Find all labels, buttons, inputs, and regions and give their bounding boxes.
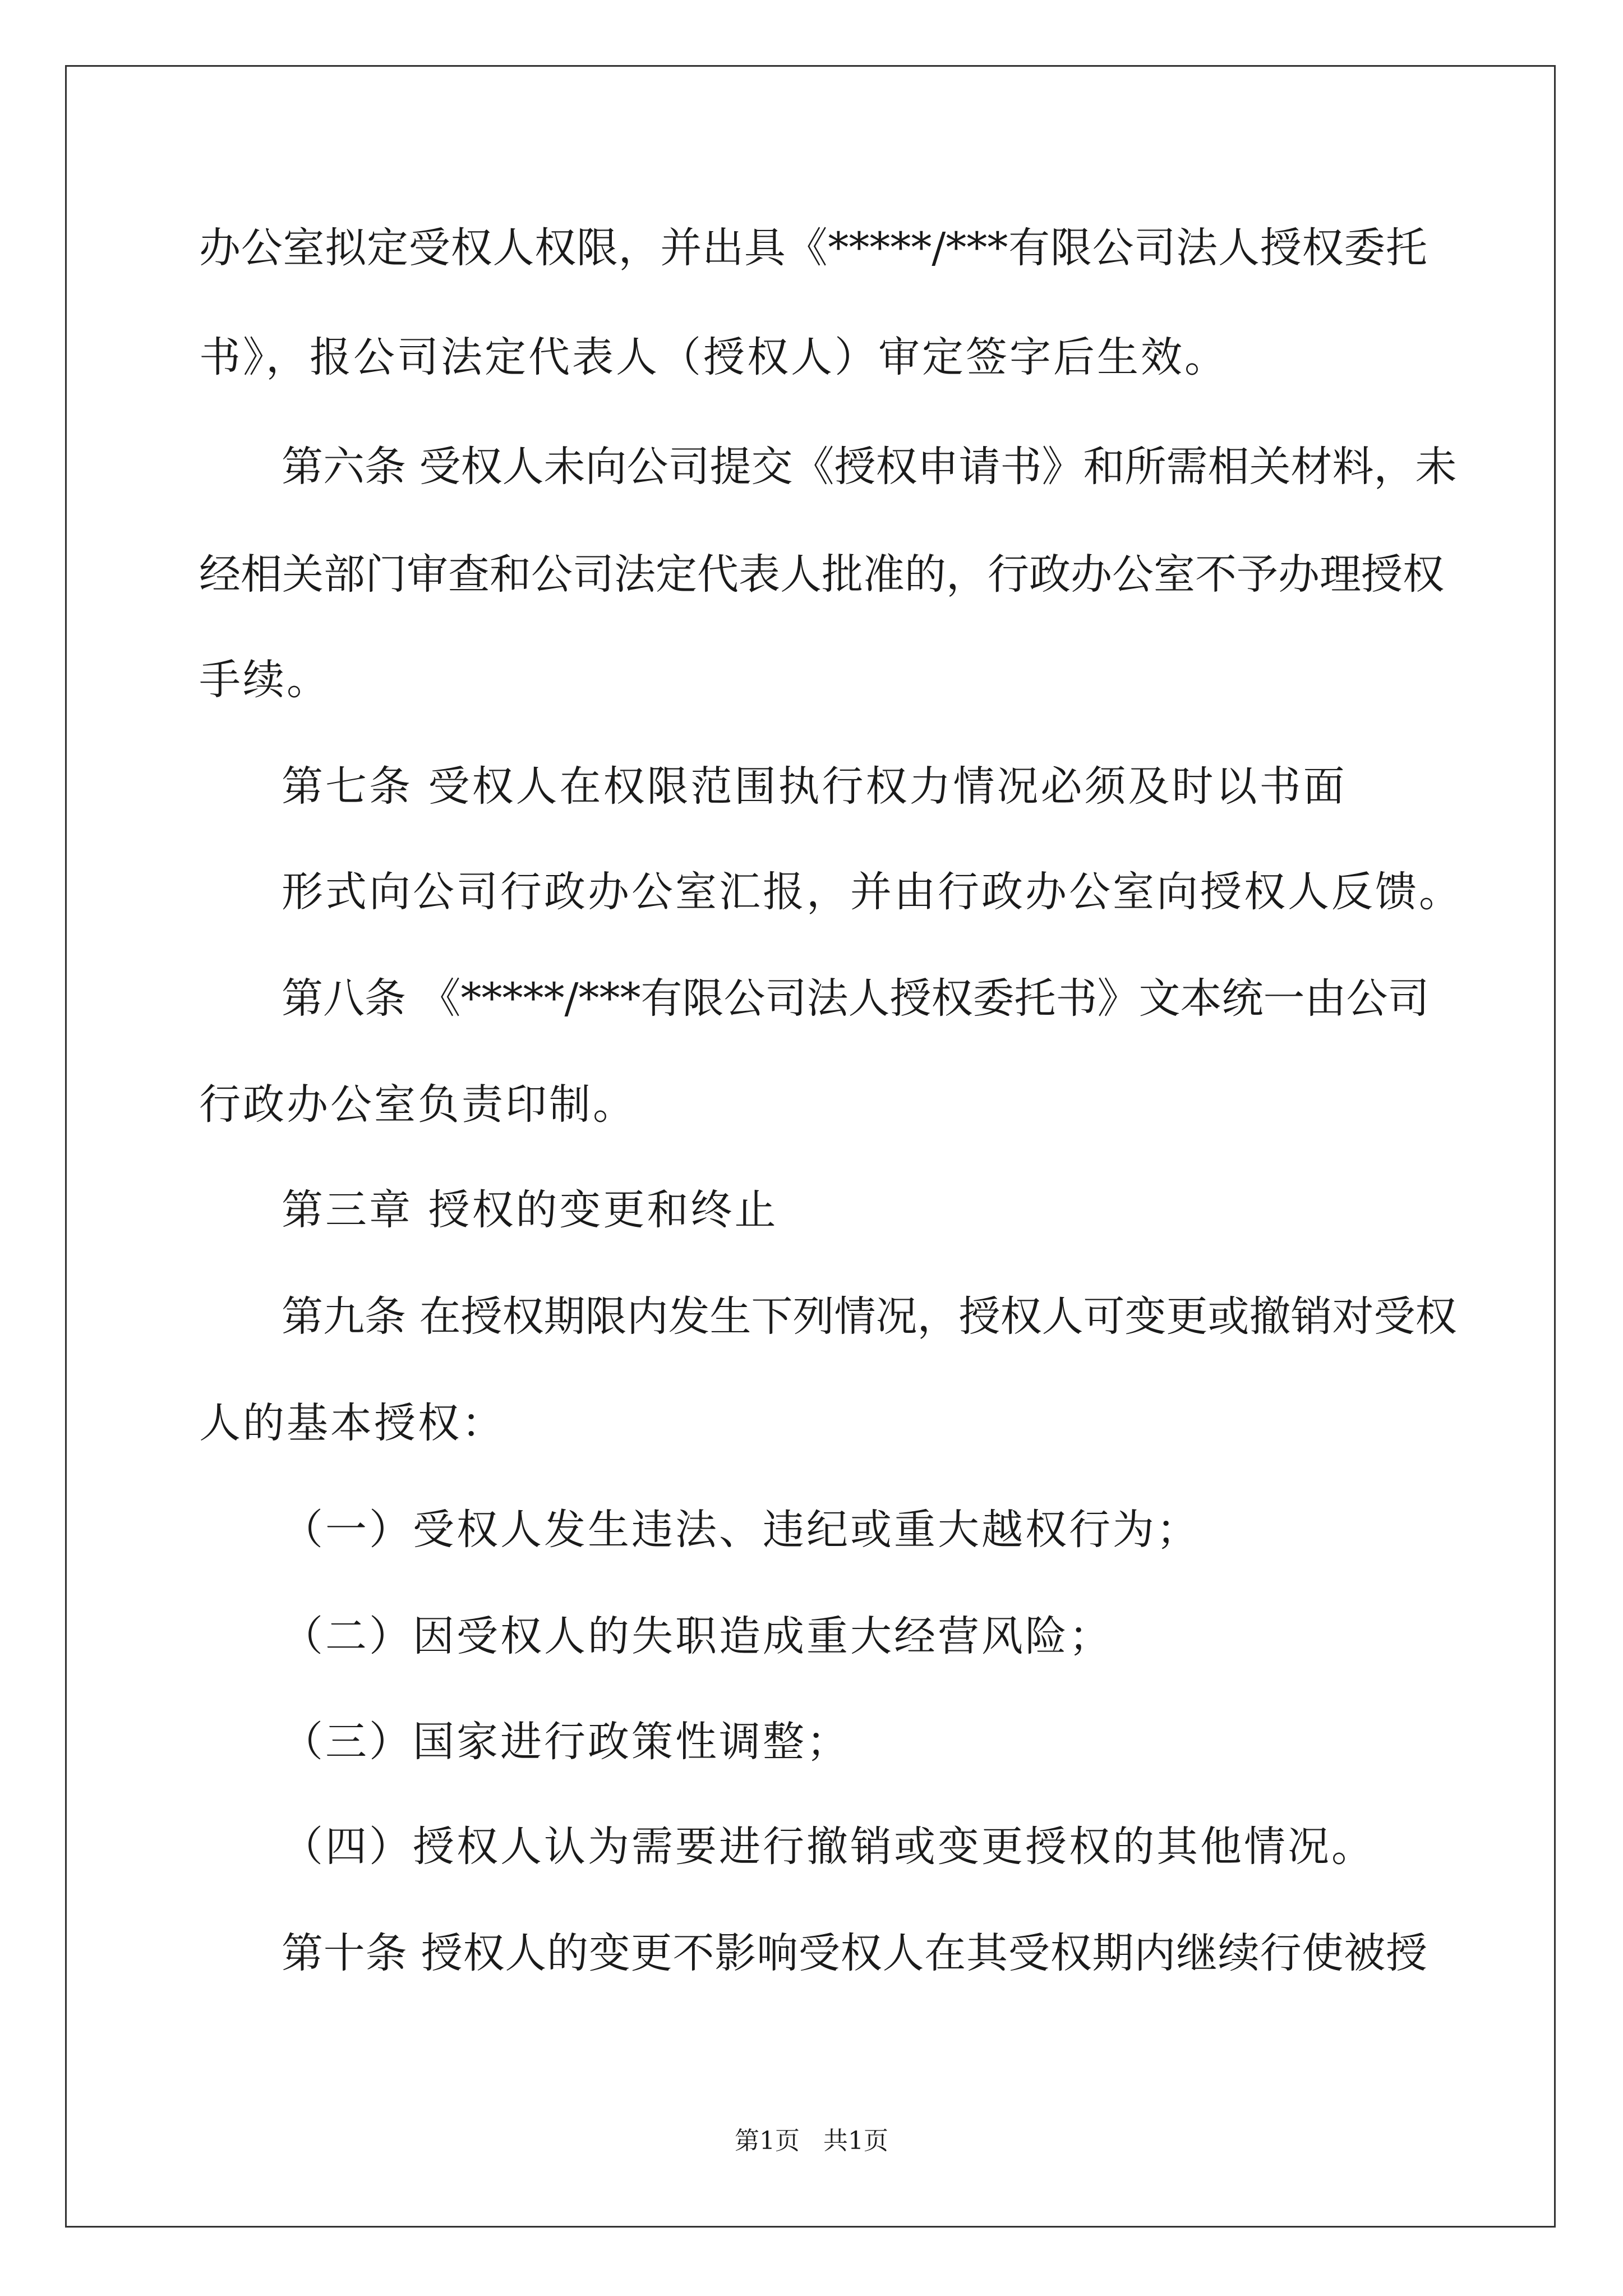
list-item: （四）授权人认为需要进行撤销或变更授权的其他情况。 <box>282 1823 1375 1871</box>
article-heading-line: 第八条 《*****/***有限公司法人授权委托书》文本统一由公司 <box>282 974 1430 1023</box>
text-line: 手续。 <box>199 656 330 704</box>
text-line: 形式向公司行政办公室汇报，并由行政办公室向授权人反馈。 <box>282 868 1463 916</box>
text-line: 书》，报公司法定代表人（授权人）审定签字后生效。 <box>199 333 1228 381</box>
article-heading-line: 第九条 在授权期限内发生下列情况，授权人可变更或撤销对受权 <box>282 1292 1457 1341</box>
page-footer: 第1页 共1页 <box>735 2127 888 2155</box>
article-heading-line: 第七条 受权人在权限范围执行权力情况必须及时以书面 <box>282 762 1347 811</box>
article-heading-line: 第六条 受权人未向公司提交《授权申请书》和所需相关材料，未 <box>282 443 1457 491</box>
text-line: 经相关部门审查和公司法定代表人批准的，行政办公室不予办理授权 <box>199 550 1444 599</box>
chapter-heading: 第三章 授权的变更和终止 <box>282 1186 778 1234</box>
page-border <box>65 65 1556 2228</box>
article-heading-line: 第十条 授权人的变更不影响受权人在其受权期内继续行使被授 <box>282 1929 1427 1977</box>
list-item: （三）国家进行政策性调整； <box>282 1718 850 1766</box>
text-line: 人的基本授权： <box>199 1399 505 1447</box>
list-item: （一）受权人发生违法、违纪或重大越权行为； <box>282 1506 1200 1554</box>
text-line: 行政办公室负责印制。 <box>199 1080 637 1129</box>
text-line: 办公室拟定受权人权限，并出具《*****/***有限公司法人授权委托 <box>199 224 1427 272</box>
list-item: （二）因受权人的失职造成重大经营风险； <box>282 1612 1113 1660</box>
